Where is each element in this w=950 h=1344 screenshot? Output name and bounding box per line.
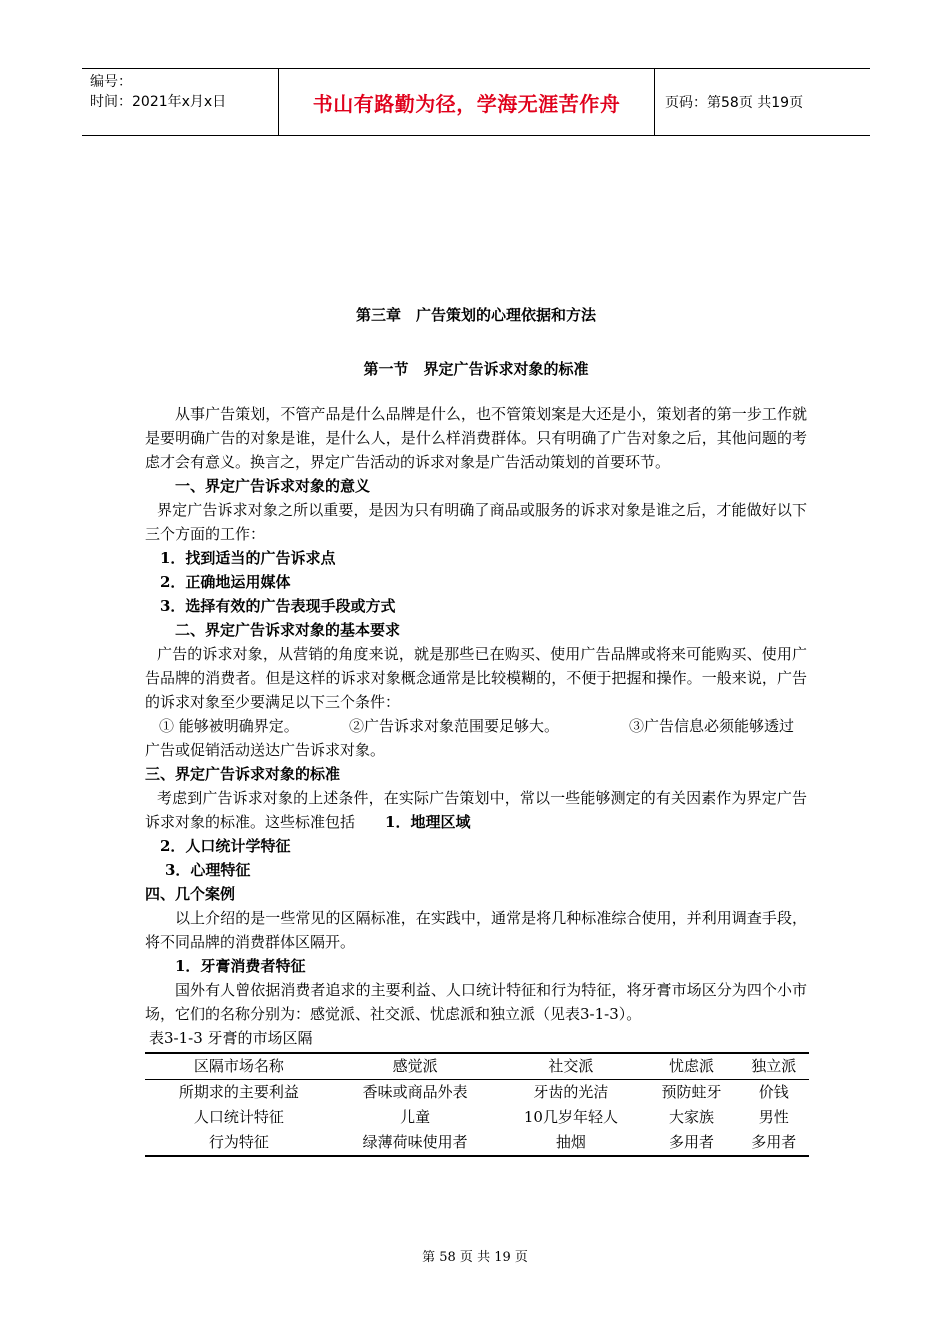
part3-text-body: 考虑到广告诉求对象的上述条件，在实际广告策划中，常以一些能够测定的有关因素作为界定广告诉求对象的标准。这些标准包括 xyxy=(145,789,807,831)
page-footer: 第 58 页 共 19 页 xyxy=(422,1250,528,1265)
table-cell: 男性 xyxy=(758,1108,789,1126)
table-cell: 大家族 xyxy=(669,1108,715,1126)
part3-text xyxy=(145,786,807,834)
table-cell: 预防蛀牙 xyxy=(661,1083,722,1101)
number-label: 编号： xyxy=(90,74,132,90)
table-header-cell: 区隔市场名称 xyxy=(193,1057,284,1075)
table-cell: 牙齿的光洁 xyxy=(533,1083,609,1101)
table-header-cell: 独立派 xyxy=(751,1057,797,1075)
table-cell: 行为特征 xyxy=(208,1133,269,1151)
conditions-row xyxy=(145,714,807,738)
market-segment-table xyxy=(145,1052,809,1157)
table-cell: 所期求的主要利益 xyxy=(178,1083,299,1101)
list-item: 3．心理特征 xyxy=(165,861,251,879)
table-cell: 抽烟 xyxy=(555,1133,586,1151)
table-row xyxy=(145,1080,809,1106)
list-item: 2．人口统计学特征 xyxy=(160,837,291,855)
case1-heading: 1．牙膏消费者特征 xyxy=(175,957,306,975)
table-header-cell: 感觉派 xyxy=(392,1057,438,1075)
date-label: 时间：2021年x月x日 xyxy=(90,94,227,110)
table-cell: 价钱 xyxy=(758,1083,789,1101)
motto: 书山有路勤为径，学海无涯苦作舟 xyxy=(279,69,655,135)
list-item: 2．正确地运用媒体 xyxy=(160,573,291,591)
inline-list-item: 1．地理区域 xyxy=(385,813,471,831)
table-row xyxy=(145,1105,809,1130)
part3-heading: 三、界定广告诉求对象的标准 xyxy=(145,765,341,783)
table-cell: 多用者 xyxy=(669,1133,715,1151)
list-item: 1．找到适当的广告诉求点 xyxy=(160,549,336,567)
intro-paragraph: 从事广告策划，不管产品是什么品牌是什么，也不管策划案是大还是小，策划者的第一步工作就是要明确广告的对象是谁，是什么人，是什么样消费群体。只有明确了广告对象之后，其他问题的考虑才会有意义。换言之，界定广告活动的诉求对象是广告活动策划的首要环节。 xyxy=(145,405,807,471)
table-header-cell: 忧虑派 xyxy=(669,1057,715,1075)
part4-text: 以上介绍的是一些常见的区隔标准，在实践中，通常是将几种标准综合使用，并利用调查手段，将不同品牌的消费群体区隔开。 xyxy=(145,909,807,951)
part1-text: 界定广告诉求对象之所以重要，是因为只有明确了商品或服务的诉求对象是谁之后，才能做好以下三个方面的工作： xyxy=(145,501,807,543)
table-header-cell: 社交派 xyxy=(548,1057,594,1075)
conditions-continued: 广告或促销活动送达广告诉求对象。 xyxy=(145,741,386,759)
part2-text: 广告的诉求对象，从营销的角度来说，就是那些已在购买、使用广告品牌或将来可能购买、使用广告品牌的消费者。但是这样的诉求对象概念通常是比较模糊的，不便于把握和操作。一般来说，广告的诉求对象至少要满足以下三个条件： xyxy=(145,645,807,711)
table-cell: 人口统计特征 xyxy=(193,1108,284,1126)
part4-heading: 四、几个案例 xyxy=(145,885,236,903)
part2-heading: 二、界定广告诉求对象的基本要求 xyxy=(175,621,401,639)
condition-item: ②广告诉求对象范围要足够大。 xyxy=(349,717,560,735)
section-title: 第一节 界定广告诉求对象的标准 xyxy=(363,360,589,378)
list-item: 3．选择有效的广告表现手段或方式 xyxy=(160,597,396,615)
table-row xyxy=(145,1130,809,1156)
part1-heading: 一、界定广告诉求对象的意义 xyxy=(175,477,371,495)
chapter-title: 第三章 广告策划的心理依据和方法 xyxy=(355,306,596,324)
table-header-row xyxy=(145,1053,809,1080)
table-cell: 儿童 xyxy=(400,1108,431,1126)
table-cell: 多用者 xyxy=(751,1133,797,1151)
case1-text: 国外有人曾依据消费者追求的主要利益、人口统计特征和行为特征，将牙膏市场区分为四个小市场，它们的名称分别为：感觉派、社交派、忧虑派和独立派（见表3-1-3）。 xyxy=(145,981,807,1023)
table-caption: 表3-1-3 牙膏的市场区隔 xyxy=(149,1029,313,1047)
page-info: 页码：第58页 共19页 xyxy=(665,95,804,111)
condition-item: ① 能够被明确界定。 xyxy=(159,717,299,735)
header-meta-cell xyxy=(82,69,279,135)
table-cell: 香味或商品外表 xyxy=(362,1083,468,1101)
document-body xyxy=(145,300,807,1157)
table-cell: 10几岁年轻人 xyxy=(523,1108,618,1126)
table-cell: 绿薄荷味使用者 xyxy=(362,1133,468,1151)
header-table xyxy=(82,68,870,136)
condition-item: ③广告信息必须能够透过 xyxy=(629,717,795,735)
